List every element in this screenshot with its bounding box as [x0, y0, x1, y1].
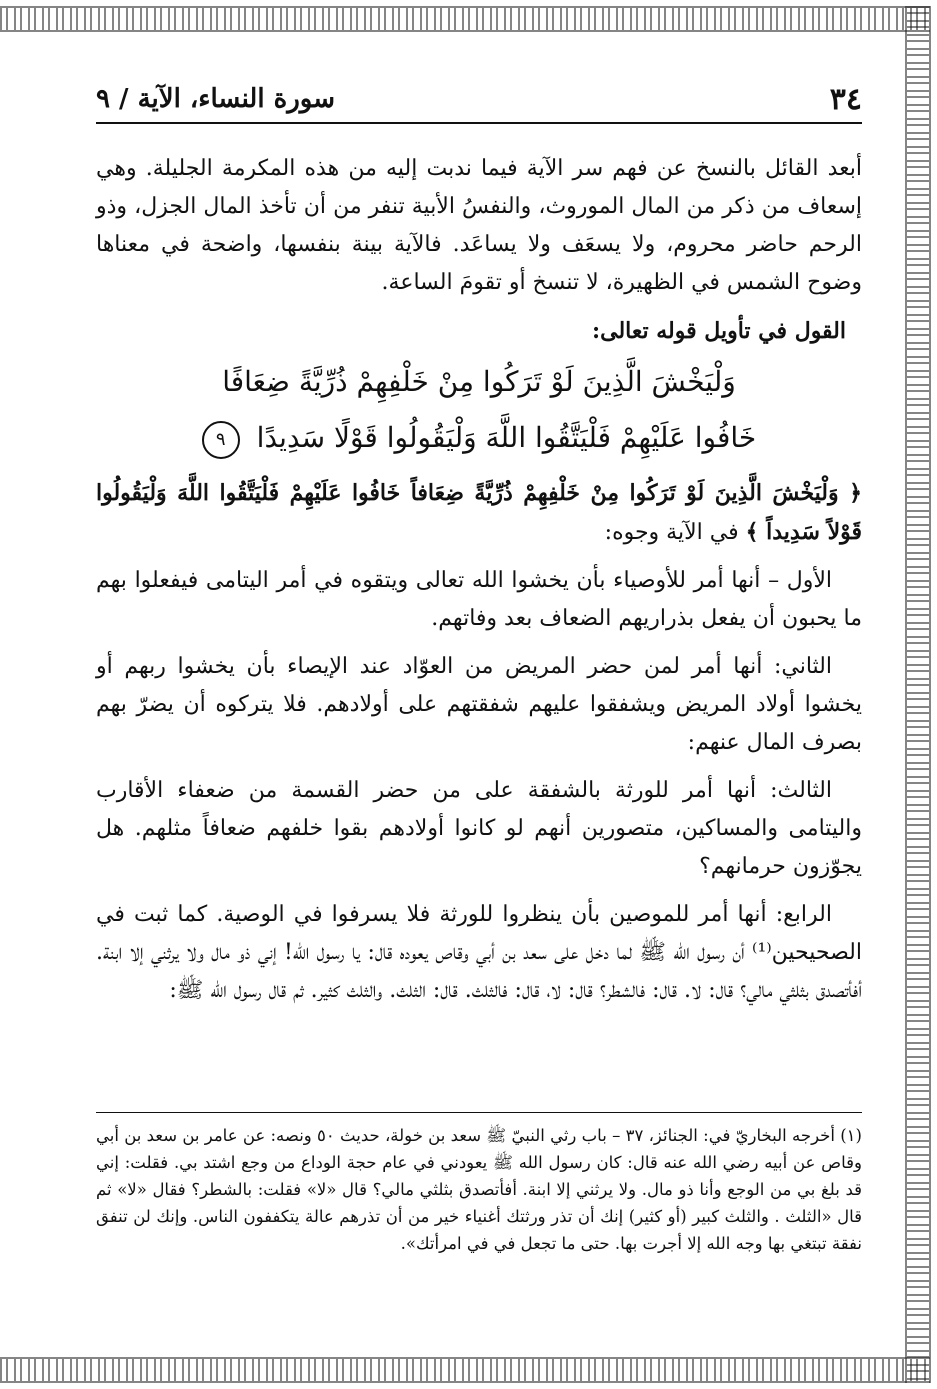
running-title: سورة النساء، الآية / ٩: [96, 84, 336, 114]
footnote-divider: [96, 1112, 862, 1113]
paragraph-1: أبعد القائل بالنسخ عن فهم سر الآية فيما ندبت إليه من هذه المكرمة الجليلة. وهي إسعاف من ذكر من المال الموروث، والنفسُ الأبية تنفر من أن تأخذ المال الجزل، وذو الرحم حاضر محروم، ولا يسعَف ولا يساعَد. فالآية بينة بنفسها، واضحة في معناها وضوح الشمس في الظهيرة، لا تنسخ أو تقومَ الساعة.: [96, 156, 862, 295]
paragraph-first-aspect: الأول – أنها أمر للأوصياء بأن يخشوا الله تعالى ويتقوه في أمر اليتامى فيفعلوا بهم ما يحبون أن يفعل بذراريهم الضعاف بعد وفاتهم.: [96, 568, 862, 631]
verse-line-2: [96, 410, 862, 466]
paragraph-second-aspect: الثاني: أنها أمر لمن حضر المريض من العوّاد عند الإيصاء بأن يخشوا ربهم أو يخشوا أولاد المريض ويشفقوا عليهم شفقتهم على أولادهم. فلا يتركوه أن يضرّ بهم بصرف المال عنهم:: [96, 654, 862, 755]
decorative-border-bottom: [0, 1357, 930, 1383]
verse-line-2-text: خَافُوا عَلَيْهِمْ فَلْيَتَّقُوا اللَّهَ وَلْيَقُولُوا قَوْلًا سَدِيدًا: [256, 421, 757, 454]
verse-quote-tail: في الآية وجوه:: [604, 520, 746, 545]
verse-quote: ﴿ وَلْيَخْشَ الَّذِينَ لَوْ تَرَكُوا مِنْ خَلْفِهِمْ ذُرِّيَّةً ضِعَافاً خَافُوا عَلَيْهِمْ فَلْيَتَّقُوا اللَّهَ وَلْيَقُولُوا قَوْلاً سَدِيداً ﴾: [96, 480, 862, 545]
page-header: [96, 82, 862, 124]
paragraph-verse-quote: [96, 474, 862, 552]
decorative-border-right: [905, 6, 931, 1383]
decorative-border-top: [0, 6, 930, 32]
quran-verse: [96, 354, 862, 466]
paragraph-third-aspect: الثالث: أنها أمر للورثة بالشفقة على من حضر القسمة من ضعفاء الأقارب واليتامى والمساكين، متصورين أنهم لو كانوا أولادهم بقوا خلفهم ضعافاً مثلهم. هل يجوّزون حرمانهم؟: [96, 778, 862, 879]
footnote: (١) أخرجه البخاريّ في: الجنائز، ٣٧ – باب رثي النبيّ ﷺ سعد بن خولة، حديث ٥٠ ونصه: عن عامر بن سعد بن أبي وقاص عن أبيه رضي الله عنه قال: كان رسول الله ﷺ يعودني في عام حجة الوداع من وجع اشتد بي. فقلت: إني قد بلغ بي من الوجع وأنا ذو مال. ولا يرثني إلا ابنة. أفأتصدق بثلثي مالي؟ قال «لا» فقلت: بالشطر؟ فقال «لا» ثم قال «الثلث . والثلث كبير (أو كثير) إنك أن تذر ورثتك أغنياء خير من أن تذرهم عالة يتكففون الناس. وإنك لن تنفق نفقة تبتغي بها وجه الله إلا أجرت بها. حتى ما تجعل في في امرأتك».: [96, 1126, 862, 1253]
paragraph-fourth-aspect: الرابع: أنها أمر للموصين بأن ينظروا للورثة فلا يسرفوا في الوصية. كما ثبت في الصحيحين⁽¹⁾ أن رسول الله ﷺ لما دخل على سعد بن أبي وقاص يعوده قال: يا رسول الله! إني ذو مال ولا يرثني إلا ابنة. أفأتصدق بثلثي مالي؟ قال: لا. قال: فالشطر؟ قال: لا، قال: فالثلث. قال: الثلث. والثلث كثير. ثم قال رسول الله ﷺ:: [96, 902, 862, 1003]
page-number: ٣٤: [829, 82, 862, 117]
section-heading: القول في تأويل قوله تعالى:: [592, 318, 846, 344]
verse-line-1: وَلْيَخْشَ الَّذِينَ لَوْ تَرَكُوا مِنْ خَلْفِهِمْ ذُرِّيَّةً ضِعَافًا: [222, 365, 736, 398]
verse-number-badge: ٩: [202, 421, 240, 459]
main-text: [96, 150, 862, 1020]
